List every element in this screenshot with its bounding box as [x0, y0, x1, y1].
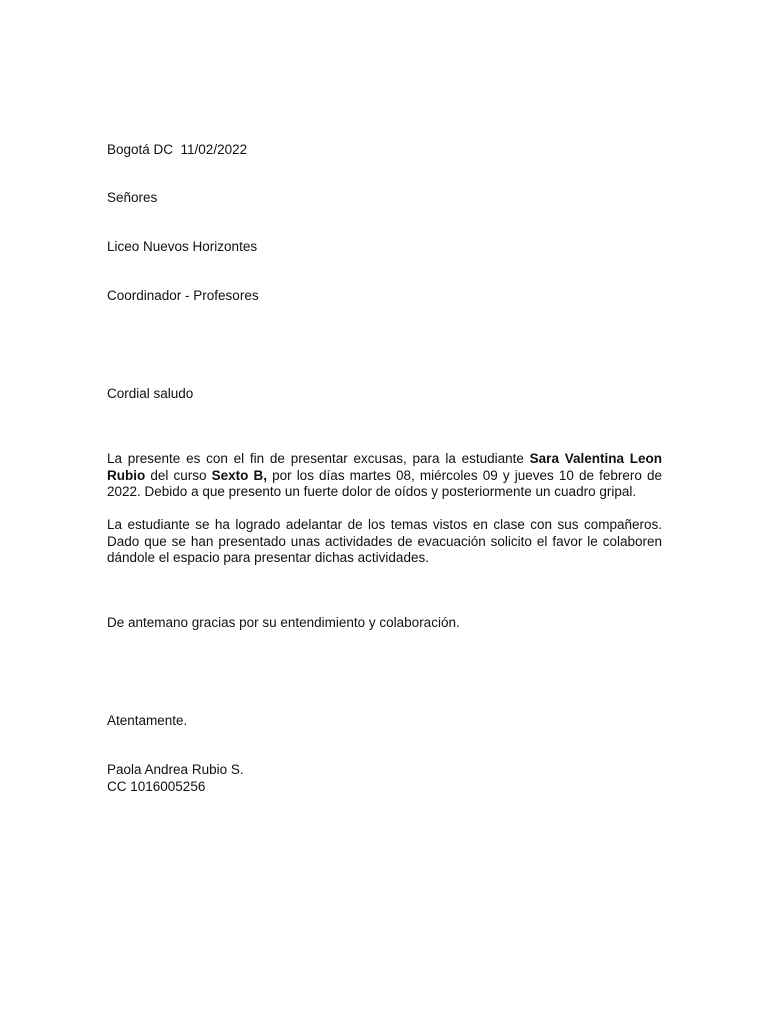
greeting: Cordial saludo — [107, 386, 194, 401]
recipients: Coordinador - Profesores — [107, 288, 259, 303]
paragraph-excuse-text-2: del curso — [145, 467, 212, 483]
paragraph-excuse-text-3: por los días martes 08, miércoles 09 y jueves 10 de febrero de 2022. Debido a que presento un fuerte dolor de oídos y posteriormente un cuadro gripal. — [107, 467, 663, 499]
place-date: Bogotá DC 11/02/2022 — [107, 142, 248, 157]
salutation-to: Señores — [107, 190, 158, 205]
paragraph-excuse — [107, 451, 662, 501]
paragraph-activities: La estudiante se ha logrado adelantar de los temas vistos en clase con sus compañeros. Dado que se han presentado unas actividades de evacuación solicito el favor le colaboren dándole el espacio para presentar dichas actividades. — [107, 517, 662, 565]
closing: Atentamente. — [107, 713, 188, 728]
signer-id: CC 1016005256 — [107, 779, 206, 794]
student-name: Sara Valentina Leon Rubio — [107, 451, 662, 483]
course-name: Sexto B, — [211, 467, 267, 483]
institution-name: Liceo Nuevos Horizontes — [107, 239, 258, 254]
paragraph-excuse-text-1: La presente es con el fin de presentar excusas, para la estudiante — [107, 451, 530, 466]
signer-name: Paola Andrea Rubio S. — [107, 762, 244, 777]
thanks-line: De antemano gracias por su entendimiento y colaboración. — [107, 615, 460, 630]
